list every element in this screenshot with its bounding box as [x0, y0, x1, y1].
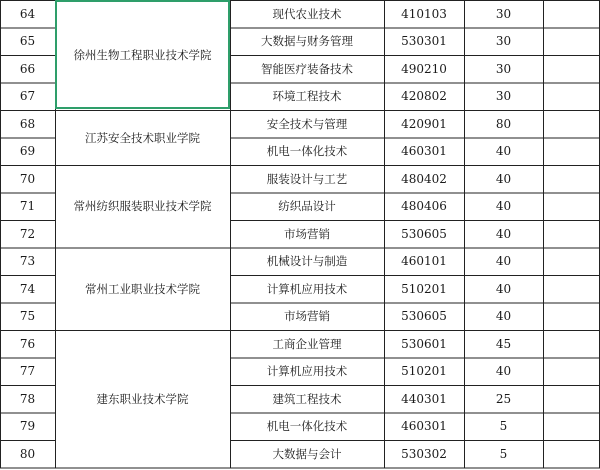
plan-count-cell[interactable]: 40 — [495, 309, 512, 324]
plan-count-cell[interactable]: 40 — [495, 171, 512, 186]
row-number-cell[interactable]: 78 — [19, 391, 36, 406]
major-code-cell[interactable]: 480406 — [401, 199, 447, 214]
major-code-cell[interactable]: 440301 — [401, 391, 447, 406]
major-code-cell[interactable]: 460101 — [401, 254, 447, 269]
empty-cell[interactable] — [543, 330, 600, 358]
plan-count-cell[interactable]: 30 — [495, 6, 512, 21]
major-name-cell[interactable]: 大数据与财务管理 — [261, 34, 353, 49]
plan-count-cell[interactable]: 25 — [495, 391, 512, 406]
row-number-cell[interactable]: 65 — [19, 34, 36, 49]
school-name-cell[interactable]: 常州工业职业技术学院 — [85, 281, 200, 296]
empty-cell[interactable] — [543, 385, 600, 413]
major-name-cell[interactable]: 机电一体化技术 — [266, 419, 348, 434]
major-code-cell[interactable]: 460301 — [401, 419, 447, 434]
row-number-cell[interactable]: 70 — [19, 171, 36, 186]
major-name-cell[interactable]: 市场营销 — [284, 309, 330, 324]
row-number-cell[interactable]: 77 — [19, 364, 36, 379]
major-code-cell[interactable]: 510201 — [401, 364, 447, 379]
major-code-cell[interactable]: 530601 — [401, 336, 447, 351]
major-code-cell[interactable]: 530302 — [401, 446, 447, 461]
row-number-cell[interactable]: 80 — [19, 446, 36, 461]
empty-cell[interactable] — [543, 413, 600, 441]
row-number-cell[interactable]: 71 — [19, 199, 36, 214]
major-code-cell[interactable]: 480402 — [401, 171, 447, 186]
empty-cell[interactable] — [543, 138, 600, 166]
school-name-cell[interactable]: 常州纺织服装职业技术学院 — [73, 199, 212, 214]
plan-count-cell[interactable]: 30 — [495, 61, 512, 76]
plan-count-cell[interactable]: 30 — [495, 89, 512, 104]
major-name-cell[interactable]: 纺织品设计 — [278, 199, 336, 214]
empty-cell[interactable] — [543, 220, 600, 248]
row-number-cell[interactable]: 73 — [19, 254, 36, 269]
major-code-cell[interactable]: 460301 — [401, 144, 447, 159]
empty-cell[interactable] — [543, 165, 600, 193]
empty-cell[interactable] — [543, 358, 600, 386]
plan-count-cell[interactable]: 40 — [495, 144, 512, 159]
major-code-cell[interactable]: 530605 — [401, 226, 447, 241]
plan-count-cell[interactable]: 5 — [499, 446, 508, 461]
major-code-cell[interactable]: 510201 — [401, 281, 447, 296]
major-name-cell[interactable]: 安全技术与管理 — [266, 116, 348, 131]
empty-cell[interactable] — [543, 303, 600, 331]
empty-cell[interactable] — [543, 248, 600, 276]
major-name-cell[interactable]: 工商企业管理 — [272, 336, 342, 351]
row-number-cell[interactable]: 75 — [19, 309, 36, 324]
major-code-cell[interactable]: 420901 — [401, 116, 447, 131]
major-name-cell[interactable]: 现代农业技术 — [272, 6, 342, 21]
row-number-cell[interactable]: 69 — [19, 144, 36, 159]
plan-count-cell[interactable]: 40 — [495, 226, 512, 241]
major-name-cell[interactable]: 智能医疗装备技术 — [261, 61, 353, 76]
school-name-cell[interactable]: 建东职业技术学院 — [96, 391, 189, 406]
plan-count-cell[interactable]: 40 — [495, 199, 512, 214]
plan-count-cell[interactable]: 80 — [495, 116, 512, 131]
empty-cell[interactable] — [543, 110, 600, 138]
major-name-cell[interactable]: 计算机应用技术 — [266, 281, 348, 296]
row-number-cell[interactable]: 68 — [19, 116, 36, 131]
plan-count-cell[interactable]: 40 — [495, 281, 512, 296]
row-number-cell[interactable]: 79 — [19, 419, 36, 434]
major-name-cell[interactable]: 服装设计与工艺 — [266, 171, 348, 186]
row-number-cell[interactable]: 67 — [19, 89, 36, 104]
plan-count-cell[interactable]: 5 — [499, 419, 508, 434]
major-code-cell[interactable]: 410103 — [401, 6, 447, 21]
major-code-cell[interactable]: 530605 — [401, 309, 447, 324]
plan-count-cell[interactable]: 40 — [495, 364, 512, 379]
major-code-cell[interactable]: 530301 — [401, 34, 447, 49]
major-name-cell[interactable]: 市场营销 — [284, 226, 330, 241]
plan-count-cell[interactable]: 30 — [495, 34, 512, 49]
major-name-cell[interactable]: 机械设计与制造 — [266, 254, 348, 269]
school-name-cell[interactable]: 江苏安全技术职业学院 — [85, 130, 200, 145]
major-name-cell[interactable]: 环境工程技术 — [272, 89, 342, 104]
empty-cell[interactable] — [543, 0, 600, 28]
empty-cell[interactable] — [543, 275, 600, 303]
plan-count-cell[interactable]: 45 — [495, 336, 512, 351]
row-number-cell[interactable]: 74 — [19, 281, 36, 296]
major-name-cell[interactable]: 机电一体化技术 — [266, 144, 348, 159]
row-number-cell[interactable]: 76 — [19, 336, 36, 351]
row-number-cell[interactable]: 72 — [19, 226, 36, 241]
major-name-cell[interactable]: 计算机应用技术 — [266, 364, 348, 379]
major-code-cell[interactable]: 420802 — [401, 89, 447, 104]
empty-cell[interactable] — [543, 28, 600, 56]
school-name-cell[interactable]: 徐州生物工程职业技术学院 — [73, 48, 212, 62]
empty-cell[interactable] — [543, 440, 600, 468]
empty-cell[interactable] — [543, 55, 600, 83]
row-number-cell[interactable]: 64 — [19, 6, 36, 21]
major-name-cell[interactable]: 大数据与会计 — [272, 446, 342, 461]
major-code-cell[interactable]: 490210 — [401, 61, 447, 76]
row-number-cell[interactable]: 66 — [19, 61, 36, 76]
empty-cell[interactable] — [543, 83, 600, 111]
plan-count-cell[interactable]: 40 — [495, 254, 512, 269]
empty-cell[interactable] — [543, 193, 600, 221]
major-name-cell[interactable]: 建筑工程技术 — [272, 391, 342, 406]
